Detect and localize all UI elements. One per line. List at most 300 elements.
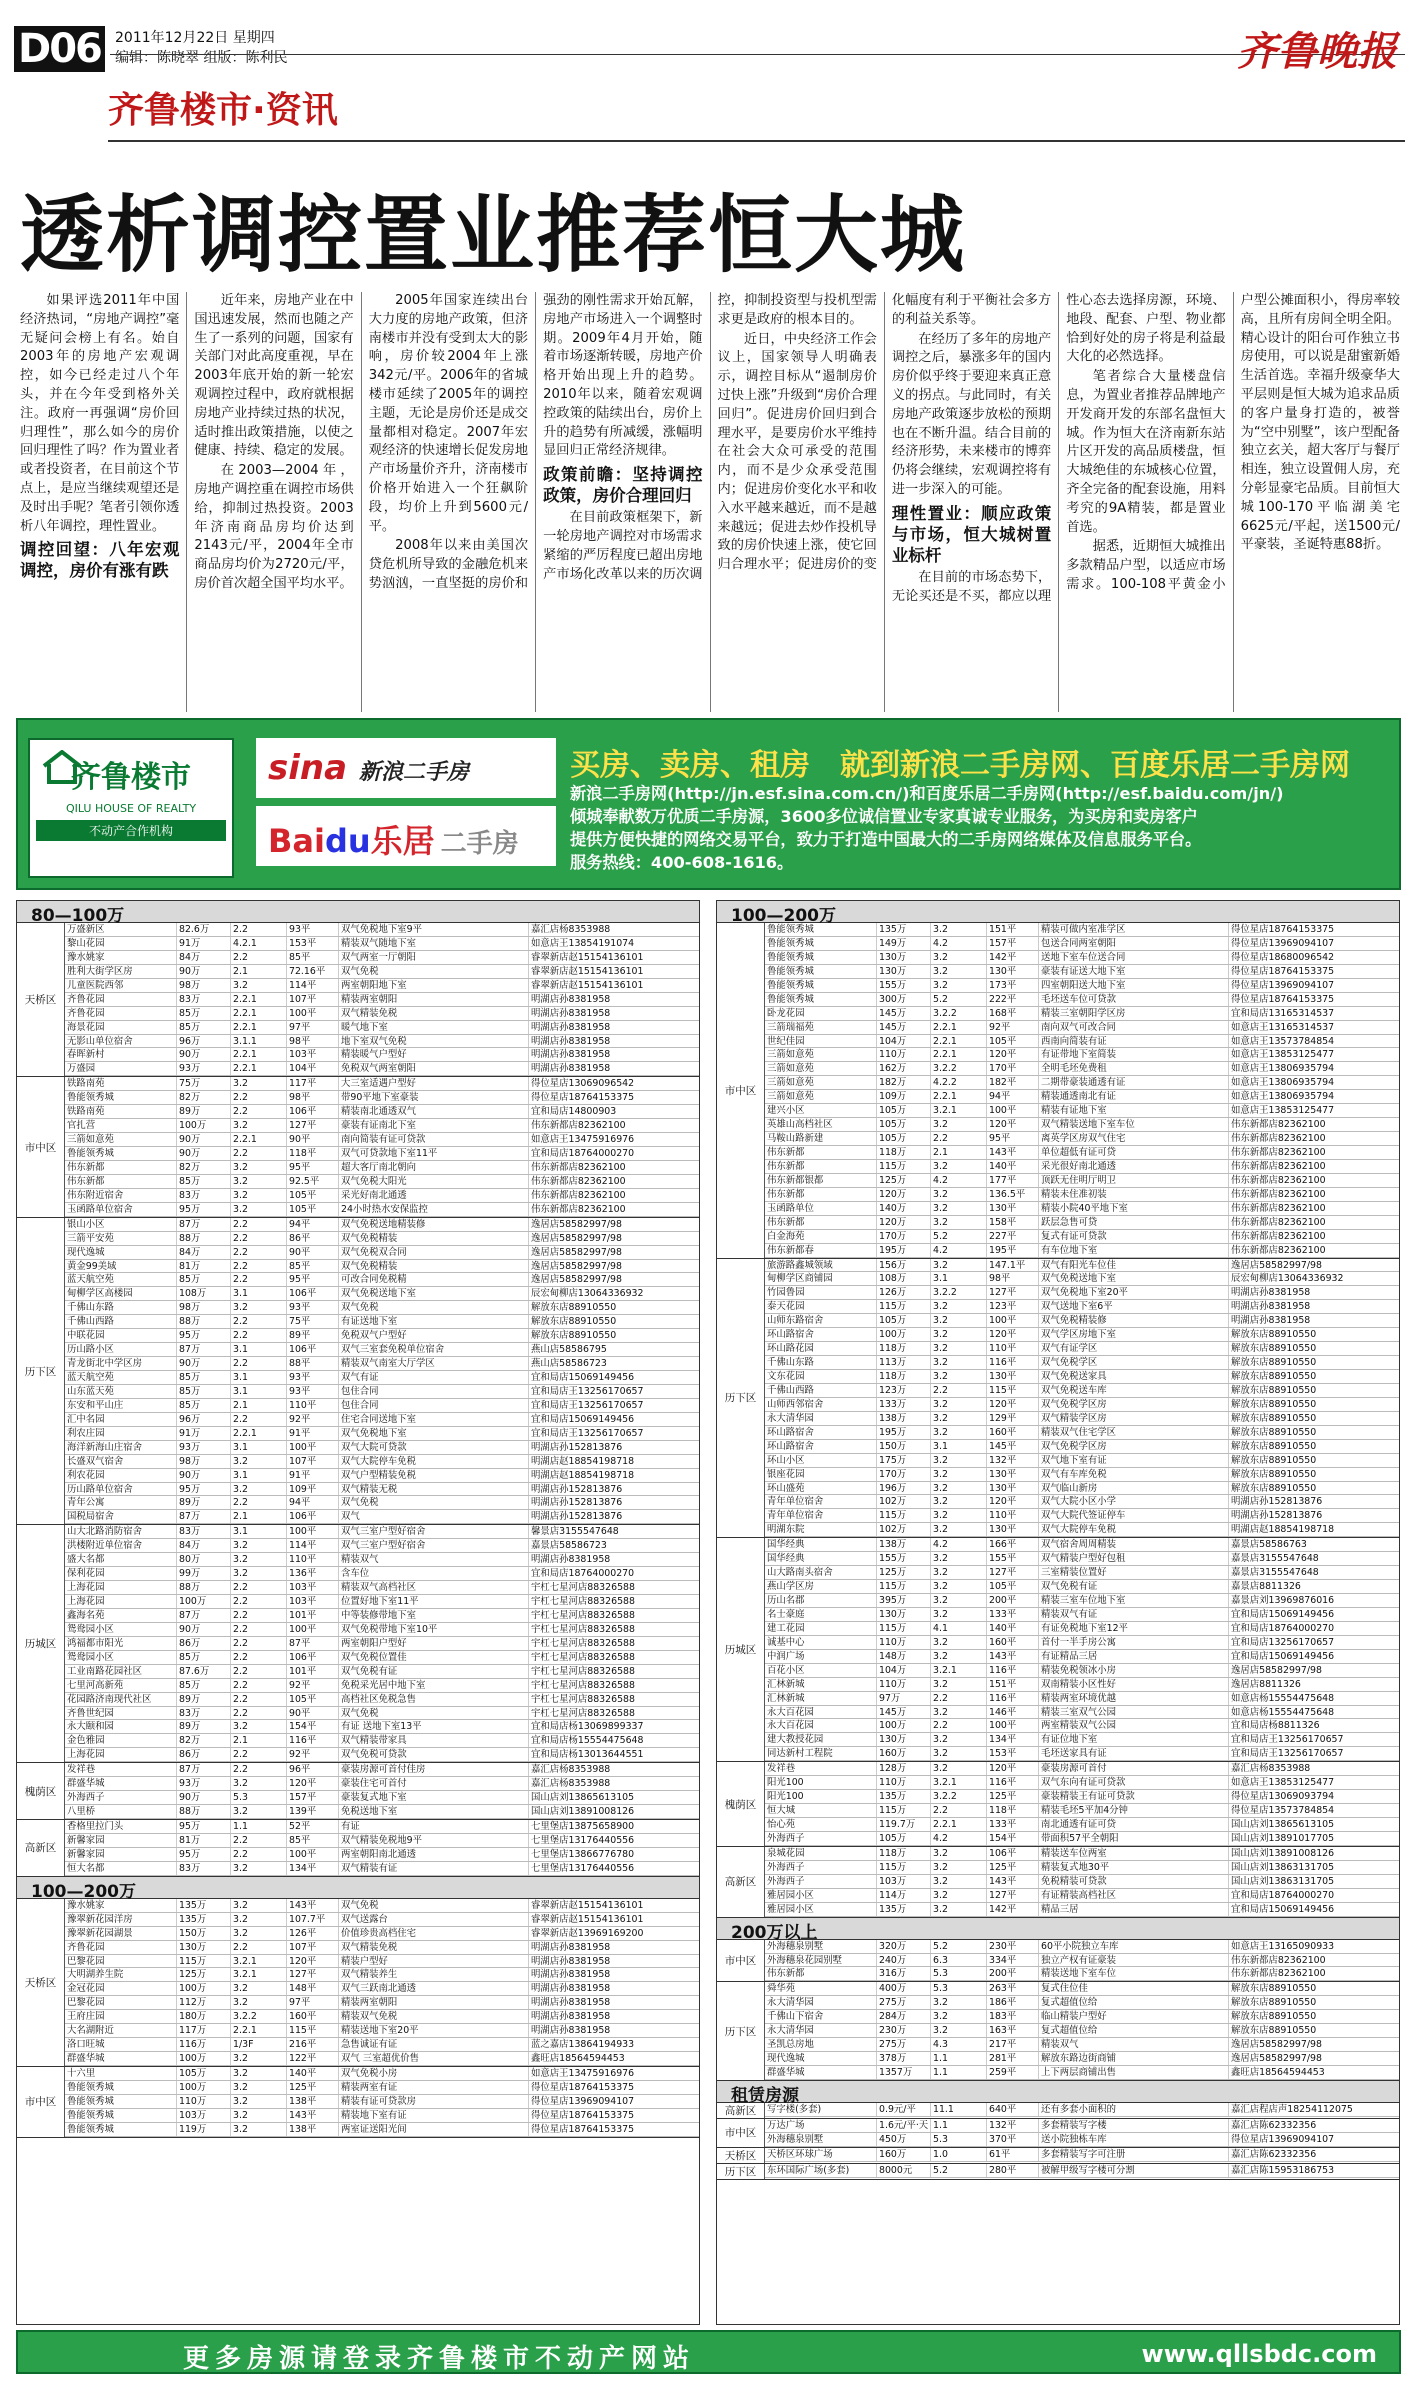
table-cell: 3.2 [231, 1455, 287, 1468]
table-cell: 宇杠七星河店88326588 [531, 1651, 635, 1663]
table-cell: 千佛山西路 [65, 1315, 177, 1328]
table-cell: 宜和局店18764000270 [1231, 1889, 1335, 1901]
table-cell: 明湖店孙8381958 [531, 1554, 611, 1566]
district-block [17, 1218, 699, 1526]
table-cell: 105万 [877, 1314, 931, 1327]
table-row [65, 1287, 699, 1301]
table-cell: 三箭如意苑 [765, 1090, 877, 1103]
table-cell: 精装送地下室20平 [339, 2024, 529, 2037]
table-cell: 115万 [177, 1955, 231, 1968]
table-cell: 1.6元/平·天 [877, 2119, 931, 2132]
table-cell: 伟东新都店82362100 [1231, 1188, 1326, 1200]
table-cell: 双气东向有证可贷款 [1039, 1776, 1229, 1789]
table-cell: 上下两层商铺出售 [1039, 2066, 1229, 2079]
table-cell: 嘉汇店杨8353988 [1231, 1763, 1311, 1775]
table-row [765, 1272, 1399, 1286]
table-cell: 8000元 [877, 2164, 931, 2177]
table-cell: 铁路南苑 [65, 1105, 177, 1118]
table-cell: 1.0 [931, 2148, 987, 2161]
table-cell: 得位星店13069093794 [1231, 1791, 1335, 1803]
table-cell: 3.1 [231, 1385, 287, 1398]
table-cell: 毛坯送家具有证 [1039, 1747, 1229, 1760]
district-block [17, 1525, 699, 1763]
table-cell: 170万 [877, 1468, 931, 1481]
table-cell: 162万 [877, 1062, 931, 1075]
listings-table-right [716, 900, 1400, 2325]
table-row [65, 1862, 699, 1876]
table-cell: 110万 [877, 1776, 931, 1789]
table-cell: 142平 [987, 1903, 1039, 1916]
table-cell: 宜和局店13165314537 [1231, 1007, 1335, 1019]
table-cell: 3.2 [231, 1077, 287, 1090]
table-cell: 伟东附近宿舍 [65, 1189, 177, 1202]
table-cell: 得位星店18680096542 [1231, 951, 1335, 963]
table-cell: 解放东店88910550 [1231, 1371, 1317, 1382]
footer-url[interactable]: www.qllsbdc.com [1141, 2340, 1377, 2368]
table-cell: 双气精装无税 [339, 1483, 529, 1496]
table-cell: 双气大院代签证停车 [1039, 1509, 1229, 1522]
table-cell: 双气学区房地下室 [1039, 1328, 1229, 1341]
table-cell: 102万 [877, 1495, 931, 1508]
table-row [765, 1482, 1399, 1496]
table-cell: 豪装房源可首付佳房 [339, 1763, 529, 1776]
table-cell: 十六里 [65, 2067, 177, 2080]
table-cell: 伟东新都店82362100 [1231, 1968, 1326, 1980]
table-cell: 3.2 [931, 1594, 987, 1607]
baidu-bai: Bai [268, 822, 325, 860]
table-cell: 双气精装免税 [339, 1007, 529, 1020]
table-cell: 上海花园 [65, 1595, 177, 1608]
table-cell: 3.2 [931, 1762, 987, 1775]
table-cell: 蓝之嘉店13864194933 [531, 2039, 635, 2051]
table-row [765, 1594, 1399, 1608]
table-cell: 明湖店孙8381958 [531, 1983, 611, 1995]
table-cell: 88万 [177, 1232, 231, 1245]
table-cell: 105万 [177, 2067, 231, 2080]
table-cell: 宜和局店王13256170657 [531, 1399, 644, 1411]
district-label: 天桥区 [717, 2148, 765, 2163]
table-cell: 100万 [177, 2081, 231, 2094]
section-name: 齐鲁楼市 [108, 90, 253, 131]
table-row [765, 2119, 1399, 2133]
table-row [65, 1455, 699, 1469]
table-cell: 利农花园 [65, 1469, 177, 1482]
table-cell: 2.2 [231, 1091, 287, 1104]
table-cell: 山大北路消防宿舍 [65, 1525, 177, 1538]
table-row [65, 1820, 699, 1834]
table-cell: 永大百花园 [765, 1719, 877, 1732]
table-cell: 双气精装有证 [339, 1862, 529, 1875]
table-cell: 98万 [177, 1301, 231, 1314]
table-cell: 双气免税 [339, 1496, 529, 1509]
table-cell: 有车位地下室 [1039, 1244, 1229, 1257]
table-cell: 3.2 [931, 1398, 987, 1411]
table-cell: 91万 [177, 1427, 231, 1440]
table-cell: 240万 [877, 1954, 931, 1967]
table-cell: 200平 [987, 1594, 1039, 1607]
sina-label: 新浪二手房 [358, 760, 469, 785]
table-cell: 142平 [987, 951, 1039, 964]
table-cell: 鑫旺店18564594453 [531, 2053, 625, 2065]
table-cell: 3.1 [231, 1469, 287, 1482]
table-cell: 82.6万 [177, 923, 231, 936]
table-cell: 133平 [987, 1608, 1039, 1621]
table-cell: 3.2 [231, 1862, 287, 1875]
table-cell: 3.2 [231, 1189, 287, 1202]
price-band-header: 80—100万 [17, 901, 699, 923]
table-cell: 鲁能领秀城 [65, 2109, 177, 2122]
table-cell: 宜和局店15069149456 [531, 1413, 635, 1425]
table-cell: 127平 [287, 1968, 339, 1981]
table-row [765, 2010, 1399, 2024]
table-cell: 双气可贷款地下室11平 [339, 1147, 529, 1160]
table-cell: 舜华苑 [765, 1982, 877, 1995]
table-cell: 鲁能领秀城 [765, 979, 877, 992]
table-cell: 2.2.1 [231, 1133, 287, 1146]
table-cell: 87万 [177, 1510, 231, 1523]
table-cell: 精装有证可贷款房 [339, 2095, 529, 2108]
table-cell: 双气免税有证 [1039, 1580, 1229, 1593]
table-cell: 嘉汇店陈62332356 [1231, 2119, 1317, 2131]
table-cell: 南向简装有证可贷款 [339, 1133, 529, 1146]
table-cell: 恒大城 [765, 1804, 877, 1817]
table-cell: 得位星店18764153375 [1231, 965, 1335, 977]
table-cell: 98平 [987, 1272, 1039, 1285]
table-cell: 3.2 [231, 2052, 287, 2065]
table-row [765, 1384, 1399, 1398]
table-cell: 195平 [987, 1244, 1039, 1257]
table-cell: 3.2 [931, 2024, 987, 2037]
table-cell: 双气地下室有证 [1039, 1454, 1229, 1467]
table-cell: 鲁能领秀城 [65, 1147, 177, 1160]
table-cell: 中等装修带地下室 [339, 1609, 529, 1622]
table-cell: 217平 [987, 2038, 1039, 2051]
table-cell: 11.1 [931, 2103, 987, 2116]
table-cell: 宜和局店王13256170657 [1231, 1734, 1344, 1746]
table-cell: 170万 [877, 1230, 931, 1243]
table-cell: 99万 [177, 1567, 231, 1580]
table-cell: 2.2 [231, 1329, 287, 1342]
table-cell: 急售诚证有证 [339, 2038, 529, 2051]
table-cell: 3.2 [931, 1216, 987, 1229]
table-cell: 3.2 [931, 1509, 987, 1522]
table-cell: 建兴小区 [765, 1104, 877, 1117]
table-cell: 双气免税送地下室 [1039, 1272, 1229, 1285]
table-cell: 环山路宿舍 [765, 1440, 877, 1453]
table-cell: 92平 [287, 1748, 339, 1761]
table-cell: 精装双气随地下室 [339, 937, 529, 950]
table-cell: 嘉景店刘13969876016 [1231, 1595, 1335, 1606]
table-row [765, 1300, 1399, 1314]
table-cell: 87万 [177, 1343, 231, 1356]
table-row [765, 2103, 1399, 2117]
table-cell: 双气免税学区 [1039, 1356, 1229, 1369]
table-cell: 3.2 [231, 1720, 287, 1733]
district-label: 历下区 [717, 2164, 765, 2179]
table-row [765, 1762, 1399, 1776]
table-cell: 千佛山东路 [65, 1301, 177, 1314]
table-cell: 嘉汇店程店声18254112075 [1231, 2103, 1353, 2115]
table-cell: 海洋新海山庄宿舍 [65, 1441, 177, 1454]
table-cell: 精装三室朝阳学区房 [1039, 1007, 1229, 1020]
table-cell: 齐鲁花园 [65, 1007, 177, 1020]
table-cell: 92平 [287, 1413, 339, 1426]
table-cell: 101平 [287, 1609, 339, 1622]
table-cell: 鲁能领秀城 [65, 2123, 177, 2136]
table-cell: 发祥巷 [65, 1763, 177, 1776]
table-cell: 豪装精装王有证可贷款 [1039, 1790, 1229, 1803]
table-cell: 4.2 [931, 937, 987, 950]
district-label: 市中区 [17, 1077, 65, 1216]
table-cell: 3.2 [231, 2123, 287, 2136]
table-cell: 230万 [877, 2024, 931, 2037]
table-cell: 巴黎花园 [65, 1955, 177, 1968]
table-cell: 历山名郡 [765, 1594, 877, 1607]
table-cell: 被解甲级写字楼可分割 [1039, 2164, 1229, 2177]
table-cell: 伟东新都 [765, 1146, 877, 1159]
table-cell: 93平 [287, 923, 339, 936]
table-row [65, 1048, 699, 1062]
table-cell: 281平 [987, 2052, 1039, 2065]
table-cell: 地下室双气免税 [339, 1035, 529, 1048]
table-row [765, 1903, 1399, 1917]
table-cell: 2.2.1 [231, 1062, 287, 1075]
table-cell: 睿翠新店赵15154136101 [531, 979, 644, 991]
table-cell: 逸居店58582997/98 [531, 1246, 622, 1258]
table-cell: 解放东店88910550 [1231, 1412, 1317, 1424]
table-cell: 英雄山高档社区 [765, 1118, 877, 1131]
baidu-label: 二手房 [440, 829, 519, 859]
table-row [765, 1286, 1399, 1300]
table-cell: 春晖新村 [65, 1048, 177, 1061]
table-cell: 蓝天航空苑 [65, 1273, 177, 1286]
table-cell: 精装三室车位地下室 [1039, 1594, 1229, 1607]
table-cell: 107.7平 [287, 1913, 339, 1926]
table-cell: 125万 [177, 1968, 231, 1981]
table-cell: 暖气地下室 [339, 1021, 529, 1034]
table-cell: 126万 [877, 1286, 931, 1299]
table-cell: 3.1 [231, 1371, 287, 1384]
table-cell: 明湖店孙152813876 [1231, 1510, 1323, 1522]
table-cell: 116平 [287, 1734, 339, 1747]
table-cell: 环山路花园 [765, 1342, 877, 1355]
table-cell: 宜和局店杨8811326 [1231, 1720, 1320, 1732]
table-row [65, 1427, 699, 1441]
table-cell: 4.2 [931, 1174, 987, 1187]
table-cell: 130万 [877, 951, 931, 964]
table-cell: 2.2 [231, 1763, 287, 1776]
table-row [765, 1188, 1399, 1202]
table-cell: 精装小院40平地下室 [1039, 1202, 1229, 1215]
table-cell: 有证 送地下室13平 [339, 1720, 529, 1733]
table-cell: 竹园鲁园 [765, 1286, 877, 1299]
table-row [65, 1371, 699, 1385]
table-cell: 5.3 [931, 2133, 987, 2146]
table-cell: 得位星店13969094107 [1231, 937, 1335, 949]
table-row [65, 1357, 699, 1371]
table-cell: 2.2 [231, 1357, 287, 1370]
table-cell: 群盛华城 [765, 2066, 877, 2079]
table-cell: 解放东路边街商铺 [1039, 2052, 1229, 2065]
table-cell: 馨景店3155547648 [531, 1526, 619, 1538]
table-cell: 126平 [287, 1927, 339, 1940]
section-title [108, 82, 338, 133]
table-cell: 155万 [877, 979, 931, 992]
table-cell: 101平 [287, 1665, 339, 1678]
table-cell: 3.2 [231, 1567, 287, 1580]
district-label: 历下区 [717, 1982, 765, 2080]
table-cell: 3.2 [231, 2067, 287, 2080]
table-cell: 无影山单位宿舍 [65, 1035, 177, 1048]
table-cell: 复式超值位给 [1039, 2024, 1229, 2037]
table-cell: 卧龙花园 [765, 1007, 877, 1020]
district-block [717, 923, 1399, 1259]
table-cell: 睿翠新店赵15154136101 [531, 1899, 644, 1911]
table-cell: 明湖店孙8381958 [531, 993, 611, 1005]
table-cell: 110万 [877, 1636, 931, 1649]
table-cell: 双气送地下室6平 [1039, 1300, 1229, 1313]
table-cell: 宜和局店13256170657 [1231, 1636, 1335, 1648]
table-cell: 双气免税双合同 [339, 1246, 529, 1259]
table-cell: 双气精装免税地9平 [339, 1834, 529, 1847]
table-cell: 3.2 [931, 1523, 987, 1536]
table-row [65, 1955, 699, 1969]
table-cell: 2.1 [231, 1510, 287, 1523]
table-cell: 120万 [877, 1188, 931, 1201]
table-cell: 新馨家园 [65, 1834, 177, 1847]
table-cell: 88万 [177, 1581, 231, 1594]
table-cell: 4.2 [931, 1538, 987, 1551]
table-cell: 明湖店孙152813876 [531, 1511, 623, 1523]
table-cell: 82万 [177, 1161, 231, 1174]
table-cell: 外海西子 [765, 1861, 877, 1874]
district-label: 高新区 [717, 1847, 765, 1917]
table-cell: 84万 [177, 1539, 231, 1552]
section-sub: ·资讯 [252, 90, 338, 131]
article-paragraph: 2008年以来由美国次贷危机所导致的金融危机来势汹汹，一直坚挺的房价和强劲的刚性需求开始瓦解，房地产市场进入一个调整时期。2009年4月开始，随着市场逐渐转暖，房地产价格开始出现上升的趋势。2010年以来，随着宏观调控政策的陆续出台，房价上升的趋势有所减缓，涨幅明显回归正常经济规律。 [368, 293, 703, 591]
table-cell: 91平 [287, 1427, 339, 1440]
table-cell: 精装复式地30平 [1039, 1861, 1229, 1874]
district-rows [765, 923, 1399, 1258]
table-cell: 双气大院小区小学 [1039, 1495, 1229, 1508]
table-cell: 2.2 [931, 1692, 987, 1705]
table-row [765, 1706, 1399, 1720]
table-cell: 齐鲁世纪园 [65, 1707, 177, 1720]
table-cell: 明湖店孙152813876 [531, 1497, 623, 1509]
table-cell: 104平 [287, 1062, 339, 1075]
table-cell: 145万 [877, 1706, 931, 1719]
table-cell: 山大路南头宿舍 [765, 1566, 877, 1579]
table-cell: 100万 [177, 1595, 231, 1608]
table-cell: 建工花园 [765, 1622, 877, 1635]
table-row [65, 2123, 699, 2137]
table-row [65, 1693, 699, 1707]
table-cell: 百花小区 [765, 1664, 877, 1677]
table-cell: 伟东新都店82362100 [1231, 1147, 1326, 1158]
table-cell: 宇杠七星河店88326588 [531, 1693, 635, 1705]
table-cell: 明湖店孙8381958 [531, 1021, 611, 1033]
table-cell: 现代逸城 [765, 2052, 877, 2065]
table-cell: 105万 [877, 1832, 931, 1845]
table-cell: 196万 [877, 1482, 931, 1495]
table-cell: 伟东新都店82362100 [1231, 1230, 1326, 1242]
table-cell: 85万 [177, 1399, 231, 1412]
table-cell: 400万 [877, 1982, 931, 1995]
table-cell: 明湖店孙152813876 [531, 1441, 623, 1453]
article-paragraph: 在目前的市场态势下，无论买还是不买，都应以理性心态去选择房源，环境、地段、配套、户型、物业都恰到好处的房子将是利益最大化的必然选择。 [891, 293, 1226, 604]
table-cell: 两室朝阳南北通透 [339, 1848, 529, 1861]
table-cell: 115万 [877, 1509, 931, 1522]
table-cell: 可改合同免税精 [339, 1273, 529, 1286]
table-cell: 3.2 [931, 1314, 987, 1327]
table-cell: 186平 [987, 1996, 1039, 2009]
table-cell: 105平 [987, 1035, 1039, 1048]
table-cell: 解放东店88910550 [1231, 1983, 1317, 1995]
district-label: 市中区 [717, 1940, 765, 1982]
table-cell: 伟东新都 [765, 1967, 877, 1980]
table-cell: 解放东店88910550 [1231, 2011, 1317, 2023]
table-row [65, 1679, 699, 1693]
table-cell: 国山店刘13891008126 [1231, 1847, 1335, 1859]
table-cell: 2.2.1 [931, 1048, 987, 1061]
table-cell: 大三室适遇户型好 [339, 1077, 529, 1090]
table-cell: 2.2.1 [931, 1818, 987, 1831]
table-cell: 宜和局店15069149456 [1231, 1608, 1335, 1620]
table-cell: 宜和局店杨15554475648 [531, 1735, 644, 1747]
table-cell: 93平 [287, 1371, 339, 1384]
table-cell: 87.6万 [177, 1665, 231, 1678]
table-cell: 利农庄园 [65, 1427, 177, 1440]
table-cell: 如意店王13475916976 [531, 1134, 635, 1146]
table-row [765, 1356, 1399, 1370]
table-cell: 明湖店孙8381958 [531, 2025, 611, 2037]
table-cell: 116平 [987, 1692, 1039, 1705]
table-cell: 宜和局店15069149456 [1231, 1650, 1335, 1662]
table-cell: 永大颐和园 [65, 1720, 177, 1733]
table-cell: 明湖店孙8381958 [531, 1063, 611, 1075]
table-row [765, 1021, 1399, 1035]
table-cell: 洪楼附近单位宿舍 [65, 1539, 177, 1552]
table-cell: 有证精品三居 [1039, 1650, 1229, 1663]
table-cell: 114平 [287, 1539, 339, 1552]
table-cell: 南北通透有证可贷 [1039, 1818, 1229, 1831]
table-cell: 145万 [877, 1021, 931, 1034]
table-cell: 得位星店13573784854 [1231, 1805, 1335, 1817]
table-row [65, 1510, 699, 1524]
table-cell: 含车位 [339, 1567, 529, 1580]
table-row [65, 1637, 699, 1651]
table-cell: 84万 [177, 951, 231, 964]
table-cell: 豫翠新花园洋房 [65, 1913, 177, 1926]
table-cell: 甸柳学区高楼园 [65, 1287, 177, 1300]
table-cell: 378万 [877, 2052, 931, 2065]
table-cell: 100平 [987, 1719, 1039, 1732]
table-cell: 110万 [877, 1678, 931, 1691]
table-cell: 海景花园 [65, 1021, 177, 1034]
table-cell: 外海西子 [765, 1832, 877, 1845]
table-cell: 东安和平山庄 [65, 1399, 177, 1412]
table-cell: 3.2 [231, 1119, 287, 1132]
table-cell: 嘉汇店陈62332356 [1231, 2148, 1317, 2160]
table-cell: 107平 [287, 1941, 339, 1954]
table-cell: 127平 [987, 1286, 1039, 1299]
table-cell: 圣凯总房地 [765, 2038, 877, 2051]
table-cell: 135万 [877, 923, 931, 936]
table-cell: 双气精装学区房 [1039, 1412, 1229, 1425]
table-cell: 115平 [987, 1384, 1039, 1397]
logo-english: QILU HOUSE OF REALTY [65, 802, 197, 815]
table-cell: 160万 [877, 2148, 931, 2161]
